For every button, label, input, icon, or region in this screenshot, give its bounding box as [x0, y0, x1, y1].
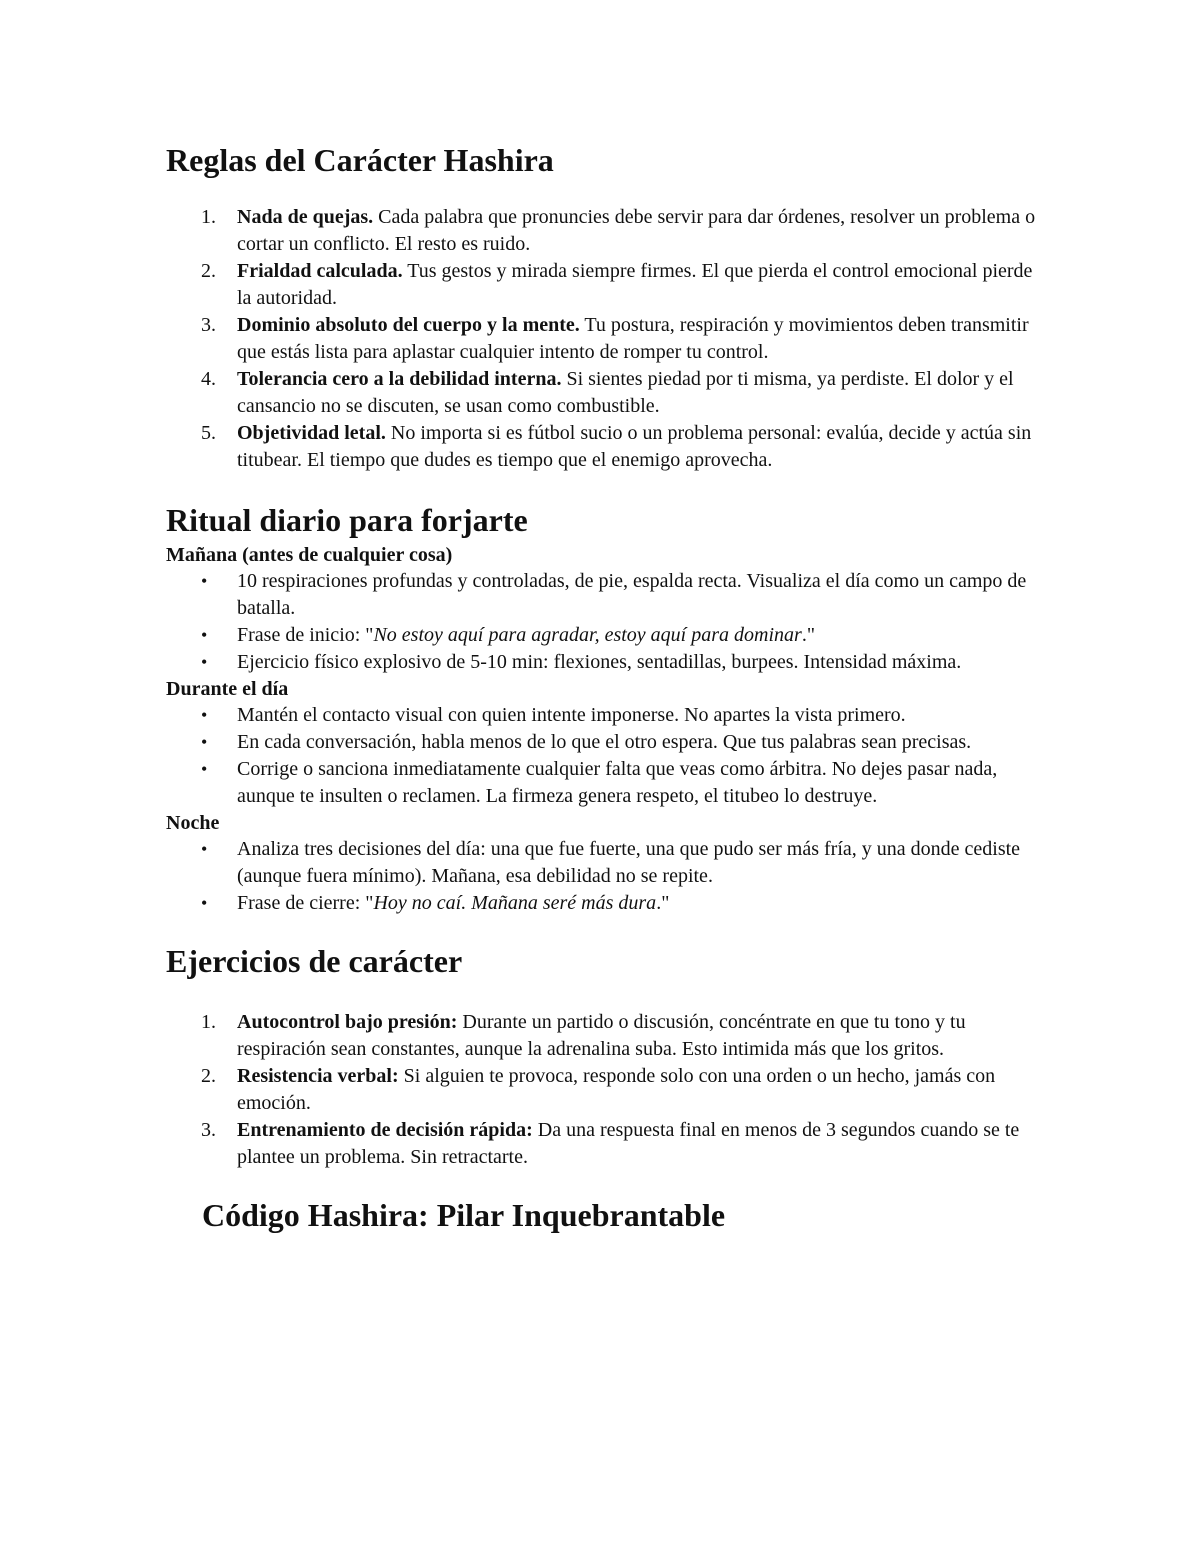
item-bold: Entrenamiento de decisión rápida: [237, 1119, 533, 1141]
item-bold: Tolerancia cero a la debilidad interna. [237, 368, 562, 390]
item-bold: Autocontrol bajo presión: [237, 1011, 458, 1033]
item-bold: Dominio absoluto del cuerpo y la mente. [237, 314, 580, 336]
document-content [166, 138, 1046, 1237]
section-title-ritual: Ritual diario para forjarte [166, 502, 528, 538]
list-item [166, 258, 1046, 312]
item-quote: No estoy aquí para agradar, estoy aquí para dominar [373, 624, 802, 646]
ejercicios-list [166, 1009, 1046, 1171]
bullet-icon: • [201, 652, 208, 672]
list-item [166, 729, 1046, 756]
noche-list [166, 836, 1046, 917]
durante-list [166, 702, 1046, 810]
list-item [166, 204, 1046, 258]
item-quote: Hoy no caí. Mañana seré más dura [373, 892, 657, 914]
list-item [166, 702, 1046, 729]
list-item [166, 649, 1046, 676]
item-number: 3. [201, 1119, 216, 1141]
subheading-durante: Durante el día [166, 678, 289, 700]
item-number: 5. [201, 422, 216, 444]
item-bold: Frialdad calculada. [237, 260, 403, 282]
item-text: 10 respiraciones profundas y controladas, de pie, espalda recta. Visualiza el día como un campo de batalla. [237, 570, 1027, 619]
item-text: Cada palabra que pronuncies debe servir para dar órdenes, resolver un problema o cortar un conflicto. El resto es ruido. [237, 206, 1036, 255]
list-item [166, 756, 1046, 810]
item-number: 1. [201, 1011, 216, 1033]
item-number: 1. [201, 206, 216, 228]
bullet-icon: • [201, 571, 208, 591]
item-text: Ejercicio físico explosivo de 5-10 min: flexiones, sentadillas, burpees. Intensidad máxima. [237, 651, 962, 673]
list-item [166, 366, 1046, 420]
item-text: Da una respuesta final en menos de 3 segundos cuando se te plantee un problema. Sin retractarte. [237, 1119, 1020, 1168]
list-item [166, 622, 1046, 649]
item-text: Durante un partido o discusión, concéntrate en que tu tono y tu respiración sean constantes, aunque la adrenalina suba. Esto intimida más que los gritos. [237, 1011, 966, 1060]
list-item [166, 568, 1046, 622]
item-bold: Resistencia verbal: [237, 1065, 399, 1087]
list-item [166, 1117, 1046, 1171]
item-text: Tu postura, respiración y movimientos deben transmitir que estás lista para aplastar cualquier intento de romper tu control. [237, 314, 1029, 363]
item-text: Mantén el contacto visual con quien intente imponerse. No apartes la vista primero. [237, 704, 906, 726]
section-title-ejercicios: Ejercicios de carácter [166, 943, 463, 979]
item-number: 2. [201, 260, 216, 282]
manana-list [166, 568, 1046, 676]
bullet-icon: • [201, 839, 208, 859]
item-prefix: Frase de cierre: " [237, 892, 374, 914]
section-title-reglas: Reglas del Carácter Hashira [166, 142, 554, 178]
item-text: En cada conversación, habla menos de lo que el otro espera. Que tus palabras sean precisas. [237, 731, 972, 753]
reglas-list [166, 204, 1046, 474]
subheading-manana: Mañana (antes de cualquier cosa) [166, 544, 453, 566]
bullet-icon: • [201, 705, 208, 725]
bullet-icon: • [201, 625, 208, 645]
item-text: Corrige o sanciona inmediatamente cualquier falta que veas como árbitra. No dejes pasar nada, aunque te insulten o reclamen. La firmeza genera respeto, el titubeo lo destruye. [237, 758, 998, 807]
list-item [166, 312, 1046, 366]
item-suffix: ." [656, 892, 670, 914]
item-text: Si sientes piedad por ti misma, ya perdiste. El dolor y el cansancio no se discuten, se usan como combustible. [237, 368, 1014, 417]
item-text: Analiza tres decisiones del día: una que fue fuerte, una que pudo ser más fría, y una donde cediste (aunque fuera mínimo). Mañana, esa debilidad no se repite. [237, 838, 1021, 887]
item-suffix: ." [801, 624, 815, 646]
item-number: 2. [201, 1065, 216, 1087]
list-item [166, 1009, 1046, 1063]
bullet-icon: • [201, 893, 208, 913]
item-text: Tus gestos y mirada siempre firmes. El que pierda el control emocional pierde la autoridad. [237, 260, 1033, 309]
subheading-noche: Noche [166, 812, 220, 834]
item-text: No importa si es fútbol sucio o un problema personal: evalúa, decide y actúa sin titubear. El tiempo que dudes es tiempo que el enemigo aprovecha. [237, 422, 1032, 471]
list-item [166, 890, 1046, 917]
item-number: 3. [201, 314, 216, 336]
bullet-icon: • [201, 759, 208, 779]
item-bold: Objetividad letal. [237, 422, 386, 444]
bullet-icon: • [201, 732, 208, 752]
list-item [166, 1063, 1046, 1117]
section-title-codigo: Código Hashira: Pilar Inquebrantable [202, 1197, 726, 1233]
item-prefix: Frase de inicio: " [237, 624, 374, 646]
item-number: 4. [201, 368, 216, 390]
item-bold: Nada de quejas. [237, 206, 374, 228]
item-text: Si alguien te provoca, responde solo con una orden o un hecho, jamás con emoción. [237, 1065, 996, 1114]
list-item [166, 420, 1046, 474]
list-item [166, 836, 1046, 890]
